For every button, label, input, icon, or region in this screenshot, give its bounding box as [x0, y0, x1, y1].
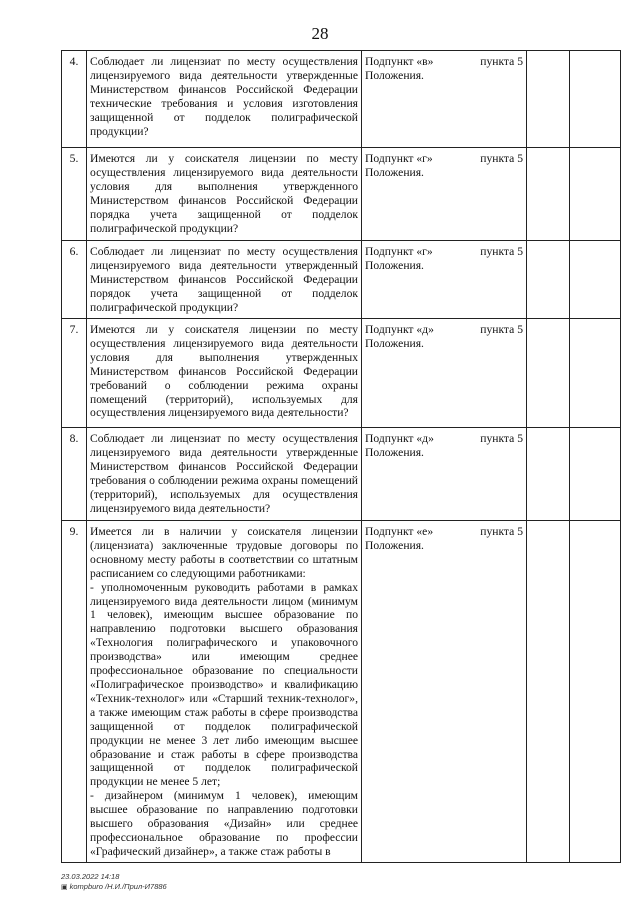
empty-cell [570, 241, 621, 319]
reference-point: пункта 5 [480, 432, 523, 445]
row-number: 8. [62, 428, 87, 521]
reference-document: Положения. [365, 445, 424, 459]
reference-document: Положения. [365, 336, 424, 350]
reference-line [365, 55, 523, 69]
reference-subpoint: Подпункт «г» [365, 245, 433, 258]
reference-point: пункта 5 [480, 245, 523, 258]
reference-point: пункта 5 [480, 152, 523, 165]
reference-document: Положения. [365, 538, 424, 552]
question-cell [87, 521, 362, 863]
reference-document: Положения. [365, 165, 424, 179]
question-text: Соблюдает ли лицензиат по месту осуществления лицензируемого вида деятельности утвержденные Министерством финансов Российской Федерации технические требования и условия изготовления защищенной от подделок полиграфической продукции? [90, 55, 358, 138]
row-number: 4. [62, 51, 87, 148]
question-text: Соблюдает ли лицензиат по месту осуществления лицензируемого вида деятельности утвержденный Министерством финансов Российской Федерации порядок учета защищенной от подделок полиграфической продукции? [90, 245, 358, 314]
reference-subpoint: Подпункт «д» [365, 323, 434, 336]
footer-author-line [61, 882, 167, 893]
reference-document: Положения. [365, 258, 424, 272]
question-text: Имеется ли в наличии у соискателя лицензии (лицензиата) заключенные трудовые договоры по основному месту работы в соответствии со штатным расписанием со следующими работниками: - уполномоченным руководить работами в рамках лицензируемого вида деятельности лицом (минимум 1 человек), имеющим высшее образование по направлению подготовки высшего образования «Технология полиграфического и упаковочного производства» или имеющим среднее профессиональное образование по специальности «Полиграфическое производство» и квалификацию «Техник-технолог» или «Старший техник-технолог», а также имеющим стаж работы в сфере производства защищенной от подделок полиграфической продукции не менее 3 лет либо имеющим высшее образование и стаж работы в сфере производства защищенной от подделок полиграфической продукции не менее 5 лет; - дизайнером (минимум 1 человек), имеющим высшее образование по направлению подготовки высшего образования «Дизайн» или среднее профессиональное образование по профессии «Графический дизайнер», а также стаж работы в [90, 525, 358, 858]
reference-line [365, 432, 523, 446]
reference-cell [362, 521, 527, 863]
question-cell [87, 319, 362, 428]
reference-cell [362, 51, 527, 148]
empty-cell [570, 319, 621, 428]
reference-point: пункта 5 [480, 323, 523, 336]
empty-cell [570, 148, 621, 241]
reference-subpoint: Подпункт «д» [365, 432, 434, 445]
row-number: 6. [62, 241, 87, 319]
reference-subpoint: Подпункт «в» [365, 55, 434, 68]
footer-timestamp: 23.03.2022 14:18 [61, 872, 120, 881]
reference-line [365, 152, 523, 166]
footer-author: kompburo /Н.И./Прил-И7886 [69, 882, 167, 891]
reference-document: Положения. [365, 68, 424, 82]
empty-cell [527, 521, 570, 863]
reference-cell [362, 428, 527, 521]
question-text: Имеются ли у соискателя лицензии по месту осуществления лицензируемого вида деятельности условия для выполнения утвержденного Министерством финансов Российской Федерации порядка учета защищенной от подделок полиграфической продукции? [90, 152, 358, 235]
row-number: 5. [62, 148, 87, 241]
checklist-table [61, 50, 621, 863]
reference-subpoint: Подпункт «е» [365, 525, 434, 538]
reference-subpoint: Подпункт «г» [365, 152, 433, 165]
empty-cell [527, 241, 570, 319]
table-row [62, 319, 621, 428]
table-row [62, 521, 621, 863]
question-cell [87, 241, 362, 319]
reference-cell [362, 148, 527, 241]
question-cell [87, 428, 362, 521]
question-text: Соблюдает ли лицензиат по месту осуществления лицензируемого вида деятельности утвержденные Министерством финансов Российской Федерации требования о соблюдении режима охраны помещений (территорий), используемых для осуществления лицензируемого вида деятельности? [90, 432, 358, 515]
reference-point: пункта 5 [480, 55, 523, 68]
empty-cell [527, 319, 570, 428]
empty-cell [527, 148, 570, 241]
row-number: 9. [62, 521, 87, 863]
question-text: Имеются ли у соискателя лицензии по месту осуществления лицензируемого вида деятельности условия для выполнения утвержденных Министерством финансов Российской Федерации требований о соблюдении режима охраны помещений (территорий), используемых для осуществления лицензируемого вида деятельности? [90, 323, 358, 420]
reference-point: пункта 5 [480, 525, 523, 538]
row-number: 7. [62, 319, 87, 428]
reference-line [365, 245, 523, 259]
empty-cell [527, 428, 570, 521]
table-row [62, 428, 621, 521]
table-row [62, 51, 621, 148]
reference-cell [362, 319, 527, 428]
question-cell [87, 148, 362, 241]
reference-cell [362, 241, 527, 319]
table-row [62, 241, 621, 319]
empty-cell [527, 51, 570, 148]
empty-cell [570, 51, 621, 148]
question-cell [87, 51, 362, 148]
table-row [62, 148, 621, 241]
empty-cell [570, 428, 621, 521]
reference-line [365, 525, 523, 539]
reference-line [365, 323, 523, 337]
page-number: 28 [311, 24, 329, 43]
footer [61, 872, 167, 893]
document-icon: ▣ [61, 884, 68, 891]
empty-cell [570, 521, 621, 863]
